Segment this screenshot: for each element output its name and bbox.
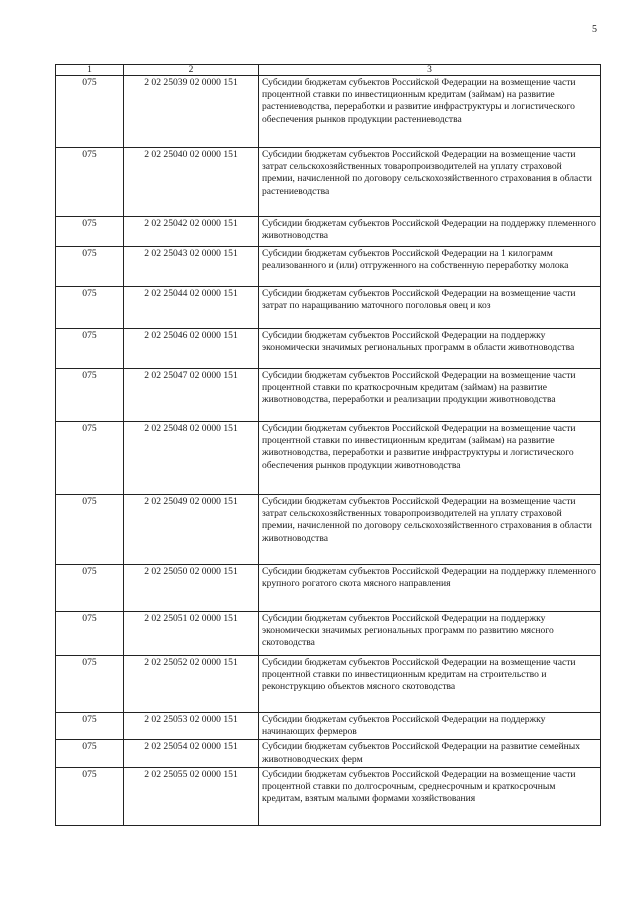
revenue-name-cell: Субсидии бюджетам субъектов Российской Федерации на поддержку экономически значимых региональных программ по развитию мясного скотоводства (259, 612, 601, 656)
admin-code-cell: 075 (56, 76, 124, 148)
table-row (56, 656, 601, 713)
budget-code-cell: 2 02 25042 02 0000 151 (124, 217, 259, 247)
revenue-name-cell: Субсидии бюджетам субъектов Российской Федерации на возмещение части затрат сельскохозяйственных товаропроизводителей на уплату страховой премии, начисленной по договору сельскохозяйственного страхования в области растениеводства (259, 148, 601, 217)
budget-code-cell: 2 02 25043 02 0000 151 (124, 247, 259, 287)
table-row (56, 422, 601, 495)
table-row (56, 495, 601, 565)
revenue-name-cell: Субсидии бюджетам субъектов Российской Федерации на возмещение части процентной ставки по инвестиционным кредитам (займам) на развитие растениеводства, переработки и развитие инфраструктуры и логистического обеспечения рынков продукции растениеводства (259, 76, 601, 148)
page-number: 5 (592, 24, 597, 35)
table-row (56, 565, 601, 612)
revenue-name-cell: Субсидии бюджетам субъектов Российской Федерации на поддержку начинающих фермеров (259, 713, 601, 740)
admin-code-cell: 075 (56, 495, 124, 565)
table-row (56, 767, 601, 825)
admin-code-cell: 075 (56, 369, 124, 422)
revenue-name-cell: Субсидии бюджетам субъектов Российской Федерации на поддержку племенного крупного рогатого скота мясного направления (259, 565, 601, 612)
table-row (56, 148, 601, 217)
table-row (56, 76, 601, 148)
revenue-name-cell: Субсидии бюджетам субъектов Российской Федерации на возмещение части процентной ставки по инвестиционным кредитам (займам) на развитие животноводства, переработки и развитие инфраструктуры и логистического обеспечения рынков продукции животноводства (259, 422, 601, 495)
admin-code-cell: 075 (56, 148, 124, 217)
table-row (56, 329, 601, 369)
admin-code-cell: 075 (56, 740, 124, 767)
budget-code-cell: 2 02 25048 02 0000 151 (124, 422, 259, 495)
admin-code-cell: 075 (56, 656, 124, 713)
admin-code-cell: 075 (56, 565, 124, 612)
admin-code-cell: 075 (56, 612, 124, 656)
admin-code-cell: 075 (56, 287, 124, 329)
column-header-1: 1 (56, 65, 124, 76)
admin-code-cell: 075 (56, 247, 124, 287)
admin-code-cell: 075 (56, 329, 124, 369)
table-row (56, 217, 601, 247)
revenue-name-cell: Субсидии бюджетам субъектов Российской Федерации на возмещение части затрат сельскохозяйственных товаропроизводителей на уплату страховой премии, начисленной по договору сельскохозяйственного страхования в области животноводства (259, 495, 601, 565)
budget-code-cell: 2 02 25051 02 0000 151 (124, 612, 259, 656)
admin-code-cell: 075 (56, 713, 124, 740)
admin-code-cell: 075 (56, 217, 124, 247)
revenue-name-cell: Субсидии бюджетам субъектов Российской Федерации на 1 килограмм реализованного и (или) отгруженного на собственную переработку молока (259, 247, 601, 287)
revenue-name-cell: Субсидии бюджетам субъектов Российской Федерации на возмещение части затрат по наращиванию маточного поголовья овец и коз (259, 287, 601, 329)
revenue-name-cell: Субсидии бюджетам субъектов Российской Федерации на поддержку экономически значимых региональных программ в области животноводства (259, 329, 601, 369)
column-header-3: 3 (259, 65, 601, 76)
budget-code-cell: 2 02 25047 02 0000 151 (124, 369, 259, 422)
admin-code-cell: 075 (56, 767, 124, 825)
revenue-name-cell: Субсидии бюджетам субъектов Российской Федерации на поддержку племенного животноводства (259, 217, 601, 247)
revenue-name-cell: Субсидии бюджетам субъектов Российской Федерации на развитие семейных животноводческих ферм (259, 740, 601, 767)
budget-code-cell: 2 02 25046 02 0000 151 (124, 329, 259, 369)
table-row (56, 369, 601, 422)
budget-code-cell: 2 02 25049 02 0000 151 (124, 495, 259, 565)
table-row (56, 713, 601, 740)
budget-code-cell: 2 02 25055 02 0000 151 (124, 767, 259, 825)
table-row (56, 287, 601, 329)
budget-code-cell: 2 02 25039 02 0000 151 (124, 76, 259, 148)
budget-code-cell: 2 02 25053 02 0000 151 (124, 713, 259, 740)
revenue-name-cell: Субсидии бюджетам субъектов Российской Федерации на возмещение части процентной ставки по инвестиционным кредитам на строительство и реконструкцию объектов мясного скотоводства (259, 656, 601, 713)
revenue-name-cell: Субсидии бюджетам субъектов Российской Федерации на возмещение части процентной ставки по долгосрочным, среднесрочным и краткосрочным кредитам, взятым малыми формами хозяйствования (259, 767, 601, 825)
budget-code-cell: 2 02 25050 02 0000 151 (124, 565, 259, 612)
column-header-2: 2 (124, 65, 259, 76)
budget-code-cell: 2 02 25054 02 0000 151 (124, 740, 259, 767)
budget-classification-table (55, 64, 601, 826)
budget-code-cell: 2 02 25044 02 0000 151 (124, 287, 259, 329)
budget-code-cell: 2 02 25052 02 0000 151 (124, 656, 259, 713)
table-header-row (56, 65, 601, 76)
table-row (56, 612, 601, 656)
admin-code-cell: 075 (56, 422, 124, 495)
table-row (56, 247, 601, 287)
budget-code-cell: 2 02 25040 02 0000 151 (124, 148, 259, 217)
table-row (56, 740, 601, 767)
revenue-name-cell: Субсидии бюджетам субъектов Российской Федерации на возмещение части процентной ставки по краткосрочным кредитам (займам) на развитие животноводства, переработки и реализации продукции животноводства (259, 369, 601, 422)
